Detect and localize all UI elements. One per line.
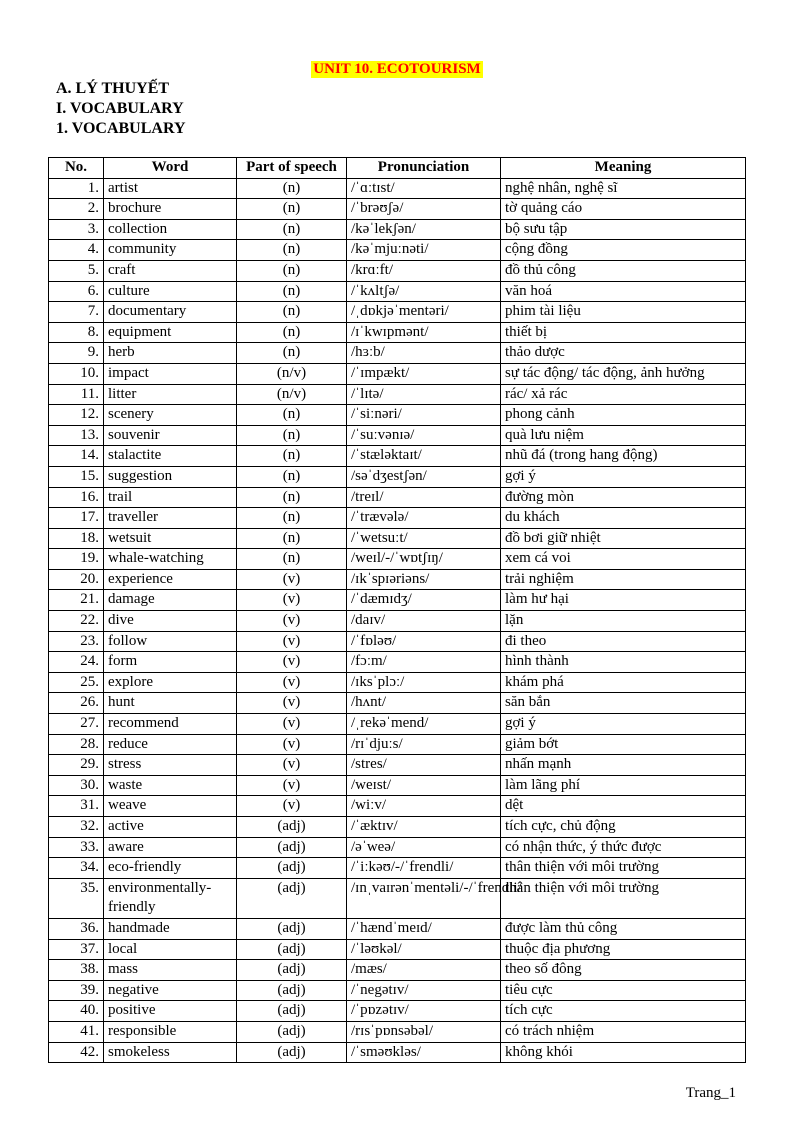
part-of-speech-cell: (n) — [237, 219, 347, 240]
part-of-speech-cell: (adj) — [237, 939, 347, 960]
column-header-pronunciation: Pronunciation — [347, 158, 501, 179]
part-of-speech-cell: (n) — [237, 178, 347, 199]
part-of-speech-cell: (n) — [237, 508, 347, 529]
pronunciation-cell: /ˈpɒzətɪv/ — [347, 1001, 501, 1022]
part-of-speech-cell: (n) — [237, 260, 347, 281]
part-of-speech-cell: (v) — [237, 775, 347, 796]
pronunciation-cell: /weɪst/ — [347, 775, 501, 796]
word-cell: dive — [104, 611, 237, 632]
table-row — [49, 939, 746, 960]
part-of-speech-cell: (v) — [237, 652, 347, 673]
meaning-cell: du khách — [501, 508, 746, 529]
word-cell: wetsuit — [104, 528, 237, 549]
heading-vocabulary-list: 1. VOCABULARY — [56, 120, 186, 137]
row-number: 14. — [49, 446, 104, 467]
part-of-speech-cell: (v) — [237, 611, 347, 632]
pronunciation-cell: /rɪˈdjuːs/ — [347, 734, 501, 755]
part-of-speech-cell: (n) — [237, 549, 347, 570]
table-row — [49, 508, 746, 529]
row-number: 23. — [49, 631, 104, 652]
part-of-speech-cell: (adj) — [237, 858, 347, 879]
table-row — [49, 693, 746, 714]
table-row — [49, 590, 746, 611]
word-cell: recommend — [104, 714, 237, 735]
part-of-speech-cell: (adj) — [237, 878, 347, 918]
pronunciation-cell: /kəˈlekʃən/ — [347, 219, 501, 240]
pronunciation-cell: /fɔːm/ — [347, 652, 501, 673]
row-number: 27. — [49, 714, 104, 735]
word-cell: equipment — [104, 322, 237, 343]
word-cell: stalactite — [104, 446, 237, 467]
table-row — [49, 549, 746, 570]
row-number: 7. — [49, 302, 104, 323]
meaning-cell: văn hoá — [501, 281, 746, 302]
pronunciation-cell: /kəˈmjuːnəti/ — [347, 240, 501, 261]
table-row — [49, 487, 746, 508]
row-number: 25. — [49, 672, 104, 693]
word-cell: brochure — [104, 199, 237, 220]
row-number: 15. — [49, 466, 104, 487]
table-row — [49, 322, 746, 343]
word-cell: follow — [104, 631, 237, 652]
word-cell: responsible — [104, 1021, 237, 1042]
part-of-speech-cell: (n) — [237, 405, 347, 426]
pronunciation-cell: /weɪl/-/ˈwɒtʃɪŋ/ — [347, 549, 501, 570]
row-number: 2. — [49, 199, 104, 220]
heading-theory: A. LÝ THUYẾT — [56, 80, 170, 97]
meaning-cell: giảm bớt — [501, 734, 746, 755]
row-number: 41. — [49, 1021, 104, 1042]
pronunciation-cell: /ˈsiːnəri/ — [347, 405, 501, 426]
pronunciation-cell: /ˈfɒləʊ/ — [347, 631, 501, 652]
pronunciation-cell: /ɪˈkwɪpmənt/ — [347, 322, 501, 343]
part-of-speech-cell: (v) — [237, 672, 347, 693]
row-number: 12. — [49, 405, 104, 426]
row-number: 5. — [49, 260, 104, 281]
pronunciation-cell: /wiːv/ — [347, 796, 501, 817]
word-cell: traveller — [104, 508, 237, 529]
table-row — [49, 302, 746, 323]
part-of-speech-cell: (adj) — [237, 1021, 347, 1042]
table-row — [49, 384, 746, 405]
title-wrap — [0, 60, 794, 78]
row-number: 11. — [49, 384, 104, 405]
meaning-cell: gợi ý — [501, 466, 746, 487]
meaning-cell: sự tác động/ tác động, ảnh hưởng — [501, 363, 746, 384]
word-cell: damage — [104, 590, 237, 611]
part-of-speech-cell: (adj) — [237, 817, 347, 838]
meaning-cell: dệt — [501, 796, 746, 817]
meaning-cell: nhấn mạnh — [501, 755, 746, 776]
pronunciation-cell: /treɪl/ — [347, 487, 501, 508]
part-of-speech-cell: (n/v) — [237, 363, 347, 384]
meaning-cell: tiêu cực — [501, 980, 746, 1001]
table-row — [49, 1001, 746, 1022]
table-row — [49, 281, 746, 302]
meaning-cell: hình thành — [501, 652, 746, 673]
column-header-meaning: Meaning — [501, 158, 746, 179]
meaning-cell: thân thiện với môi trường — [501, 858, 746, 879]
table-row — [49, 755, 746, 776]
meaning-cell: thân thiện với môi trường — [501, 878, 746, 918]
pronunciation-cell: /ˌdɒkjəˈmentəri/ — [347, 302, 501, 323]
word-cell: experience — [104, 569, 237, 590]
table-row — [49, 425, 746, 446]
meaning-cell: lặn — [501, 611, 746, 632]
part-of-speech-cell: (n) — [237, 199, 347, 220]
word-cell: whale-watching — [104, 549, 237, 570]
meaning-cell: khám phá — [501, 672, 746, 693]
table-row — [49, 652, 746, 673]
row-number: 8. — [49, 322, 104, 343]
column-header-word: Word — [104, 158, 237, 179]
word-cell: artist — [104, 178, 237, 199]
part-of-speech-cell: (v) — [237, 569, 347, 590]
word-cell: eco-friendly — [104, 858, 237, 879]
row-number: 37. — [49, 939, 104, 960]
meaning-cell: gợi ý — [501, 714, 746, 735]
word-cell: scenery — [104, 405, 237, 426]
row-number: 26. — [49, 693, 104, 714]
row-number: 29. — [49, 755, 104, 776]
part-of-speech-cell: (n) — [237, 240, 347, 261]
part-of-speech-cell: (v) — [237, 631, 347, 652]
meaning-cell: đường mòn — [501, 487, 746, 508]
pronunciation-cell: /ˈhændˈmeɪd/ — [347, 918, 501, 939]
word-cell: form — [104, 652, 237, 673]
meaning-cell: quà lưu niệm — [501, 425, 746, 446]
meaning-cell: tích cực, chủ động — [501, 817, 746, 838]
page-title: UNIT 10. ECOTOURISM — [313, 61, 481, 77]
meaning-cell: đồ bơi giữ nhiệt — [501, 528, 746, 549]
part-of-speech-cell: (v) — [237, 590, 347, 611]
word-cell: negative — [104, 980, 237, 1001]
pronunciation-cell: /ˈiːkəʊ/-/ˈfrendli/ — [347, 858, 501, 879]
meaning-cell: thiết bị — [501, 322, 746, 343]
word-cell: explore — [104, 672, 237, 693]
table-row — [49, 796, 746, 817]
row-number: 22. — [49, 611, 104, 632]
row-number: 30. — [49, 775, 104, 796]
word-cell: weave — [104, 796, 237, 817]
part-of-speech-cell: (n) — [237, 466, 347, 487]
part-of-speech-cell: (n) — [237, 322, 347, 343]
pronunciation-cell: /ɪnˌvaɪrənˈmentəli/-/ˈfrendli/ — [347, 878, 501, 918]
column-header-part-of-speech: Part of speech — [237, 158, 347, 179]
part-of-speech-cell: (n) — [237, 281, 347, 302]
row-number: 20. — [49, 569, 104, 590]
table-row — [49, 672, 746, 693]
table-row — [49, 528, 746, 549]
table-row — [49, 817, 746, 838]
table-row — [49, 960, 746, 981]
pronunciation-cell: /ˈɑːtɪst/ — [347, 178, 501, 199]
row-number: 36. — [49, 918, 104, 939]
meaning-cell: có nhận thức, ý thức được — [501, 837, 746, 858]
heading-vocabulary-section: I. VOCABULARY — [56, 100, 184, 117]
row-number: 19. — [49, 549, 104, 570]
pronunciation-cell: /ˈtrævələ/ — [347, 508, 501, 529]
pronunciation-cell: /səˈdʒestʃən/ — [347, 466, 501, 487]
pronunciation-cell: /ˌrekəˈmend/ — [347, 714, 501, 735]
table-row — [49, 219, 746, 240]
table-header-row — [49, 158, 746, 179]
meaning-cell: thuộc địa phương — [501, 939, 746, 960]
word-cell: documentary — [104, 302, 237, 323]
part-of-speech-cell: (v) — [237, 796, 347, 817]
table-row — [49, 446, 746, 467]
word-cell: souvenir — [104, 425, 237, 446]
part-of-speech-cell: (n) — [237, 487, 347, 508]
pronunciation-cell: /ɪksˈplɔː/ — [347, 672, 501, 693]
word-cell: impact — [104, 363, 237, 384]
word-cell: waste — [104, 775, 237, 796]
part-of-speech-cell: (adj) — [237, 980, 347, 1001]
meaning-cell: bộ sưu tập — [501, 219, 746, 240]
table-row — [49, 611, 746, 632]
page-number: Trang_1 — [685, 1085, 736, 1101]
word-cell: handmade — [104, 918, 237, 939]
meaning-cell: đi theo — [501, 631, 746, 652]
row-number: 17. — [49, 508, 104, 529]
table-row — [49, 858, 746, 879]
meaning-cell: được làm thủ công — [501, 918, 746, 939]
word-cell: trail — [104, 487, 237, 508]
table-row — [49, 878, 746, 918]
pronunciation-cell: /ˈwetsuːt/ — [347, 528, 501, 549]
pronunciation-cell: /ˈæktɪv/ — [347, 817, 501, 838]
meaning-cell: rác/ xả rác — [501, 384, 746, 405]
part-of-speech-cell: (adj) — [237, 837, 347, 858]
part-of-speech-cell: (adj) — [237, 1001, 347, 1022]
row-number: 6. — [49, 281, 104, 302]
row-number: 38. — [49, 960, 104, 981]
pronunciation-cell: /mæs/ — [347, 960, 501, 981]
pronunciation-cell: /ˈsuːvənɪə/ — [347, 425, 501, 446]
row-number: 24. — [49, 652, 104, 673]
meaning-cell: cộng đồng — [501, 240, 746, 261]
table-row — [49, 714, 746, 735]
meaning-cell: nhũ đá (trong hang động) — [501, 446, 746, 467]
part-of-speech-cell: (n) — [237, 302, 347, 323]
row-number: 32. — [49, 817, 104, 838]
word-cell: culture — [104, 281, 237, 302]
pronunciation-cell: /stres/ — [347, 755, 501, 776]
row-number: 42. — [49, 1042, 104, 1063]
part-of-speech-cell: (v) — [237, 693, 347, 714]
pronunciation-cell: /ˈnegətɪv/ — [347, 980, 501, 1001]
table-row — [49, 775, 746, 796]
row-number: 13. — [49, 425, 104, 446]
word-cell: local — [104, 939, 237, 960]
part-of-speech-cell: (v) — [237, 734, 347, 755]
word-cell: positive — [104, 1001, 237, 1022]
part-of-speech-cell: (n) — [237, 425, 347, 446]
part-of-speech-cell: (n/v) — [237, 384, 347, 405]
pronunciation-cell: /ˈbrəʊʃə/ — [347, 199, 501, 220]
pronunciation-cell: /hʌnt/ — [347, 693, 501, 714]
word-cell: environmentally-friendly — [104, 878, 237, 918]
table-row — [49, 631, 746, 652]
row-number: 16. — [49, 487, 104, 508]
pronunciation-cell: /ˈɪmpækt/ — [347, 363, 501, 384]
table-row — [49, 980, 746, 1001]
pronunciation-cell: /əˈweə/ — [347, 837, 501, 858]
table-row — [49, 569, 746, 590]
table-body — [49, 178, 746, 1063]
meaning-cell: thảo dược — [501, 343, 746, 364]
table-row — [49, 178, 746, 199]
word-cell: herb — [104, 343, 237, 364]
part-of-speech-cell: (n) — [237, 528, 347, 549]
meaning-cell: săn bắn — [501, 693, 746, 714]
row-number: 21. — [49, 590, 104, 611]
table-row — [49, 260, 746, 281]
word-cell: collection — [104, 219, 237, 240]
pronunciation-cell: /ˈləʊkəl/ — [347, 939, 501, 960]
part-of-speech-cell: (v) — [237, 714, 347, 735]
row-number: 31. — [49, 796, 104, 817]
word-cell: stress — [104, 755, 237, 776]
pronunciation-cell: /rɪsˈpɒnsəbəl/ — [347, 1021, 501, 1042]
row-number: 10. — [49, 363, 104, 384]
meaning-cell: phim tài liệu — [501, 302, 746, 323]
row-number: 28. — [49, 734, 104, 755]
part-of-speech-cell: (n) — [237, 446, 347, 467]
word-cell: litter — [104, 384, 237, 405]
table-row — [49, 1042, 746, 1063]
meaning-cell: tích cực — [501, 1001, 746, 1022]
meaning-cell: phong cảnh — [501, 405, 746, 426]
table-row — [49, 837, 746, 858]
pronunciation-cell: /ˈdæmɪdʒ/ — [347, 590, 501, 611]
row-number: 1. — [49, 178, 104, 199]
table-row — [49, 199, 746, 220]
row-number: 34. — [49, 858, 104, 879]
word-cell: hunt — [104, 693, 237, 714]
row-number: 33. — [49, 837, 104, 858]
table-row — [49, 405, 746, 426]
pronunciation-cell: /ˈsməʊkləs/ — [347, 1042, 501, 1063]
meaning-cell: tờ quảng cáo — [501, 199, 746, 220]
pronunciation-cell: /hɜːb/ — [347, 343, 501, 364]
pronunciation-cell: /daɪv/ — [347, 611, 501, 632]
row-number: 9. — [49, 343, 104, 364]
row-number: 39. — [49, 980, 104, 1001]
pronunciation-cell: /ˈstæləktaɪt/ — [347, 446, 501, 467]
meaning-cell: làm lãng phí — [501, 775, 746, 796]
row-number: 3. — [49, 219, 104, 240]
pronunciation-cell: /ˈkʌltʃə/ — [347, 281, 501, 302]
meaning-cell: theo số đông — [501, 960, 746, 981]
pronunciation-cell: /ˈlɪtə/ — [347, 384, 501, 405]
row-number: 35. — [49, 878, 104, 918]
table-row — [49, 1021, 746, 1042]
table-row — [49, 343, 746, 364]
row-number: 18. — [49, 528, 104, 549]
word-cell: craft — [104, 260, 237, 281]
pronunciation-cell: /ɪkˈspɪəriəns/ — [347, 569, 501, 590]
meaning-cell: đồ thủ công — [501, 260, 746, 281]
part-of-speech-cell: (adj) — [237, 918, 347, 939]
pronunciation-cell: /krɑːft/ — [347, 260, 501, 281]
table-row — [49, 918, 746, 939]
table-row — [49, 240, 746, 261]
word-cell: mass — [104, 960, 237, 981]
word-cell: suggestion — [104, 466, 237, 487]
meaning-cell: xem cá voi — [501, 549, 746, 570]
meaning-cell: có trách nhiệm — [501, 1021, 746, 1042]
table-row — [49, 363, 746, 384]
table-row — [49, 734, 746, 755]
part-of-speech-cell: (v) — [237, 755, 347, 776]
column-header-no: No. — [49, 158, 104, 179]
part-of-speech-cell: (n) — [237, 343, 347, 364]
meaning-cell: không khói — [501, 1042, 746, 1063]
vocabulary-table — [48, 157, 746, 1063]
word-cell: reduce — [104, 734, 237, 755]
table-row — [49, 466, 746, 487]
meaning-cell: trải nghiệm — [501, 569, 746, 590]
meaning-cell: nghệ nhân, nghệ sĩ — [501, 178, 746, 199]
word-cell: community — [104, 240, 237, 261]
word-cell: aware — [104, 837, 237, 858]
word-cell: active — [104, 817, 237, 838]
part-of-speech-cell: (adj) — [237, 1042, 347, 1063]
word-cell: smokeless — [104, 1042, 237, 1063]
row-number: 4. — [49, 240, 104, 261]
meaning-cell: làm hư hại — [501, 590, 746, 611]
part-of-speech-cell: (adj) — [237, 960, 347, 981]
row-number: 40. — [49, 1001, 104, 1022]
